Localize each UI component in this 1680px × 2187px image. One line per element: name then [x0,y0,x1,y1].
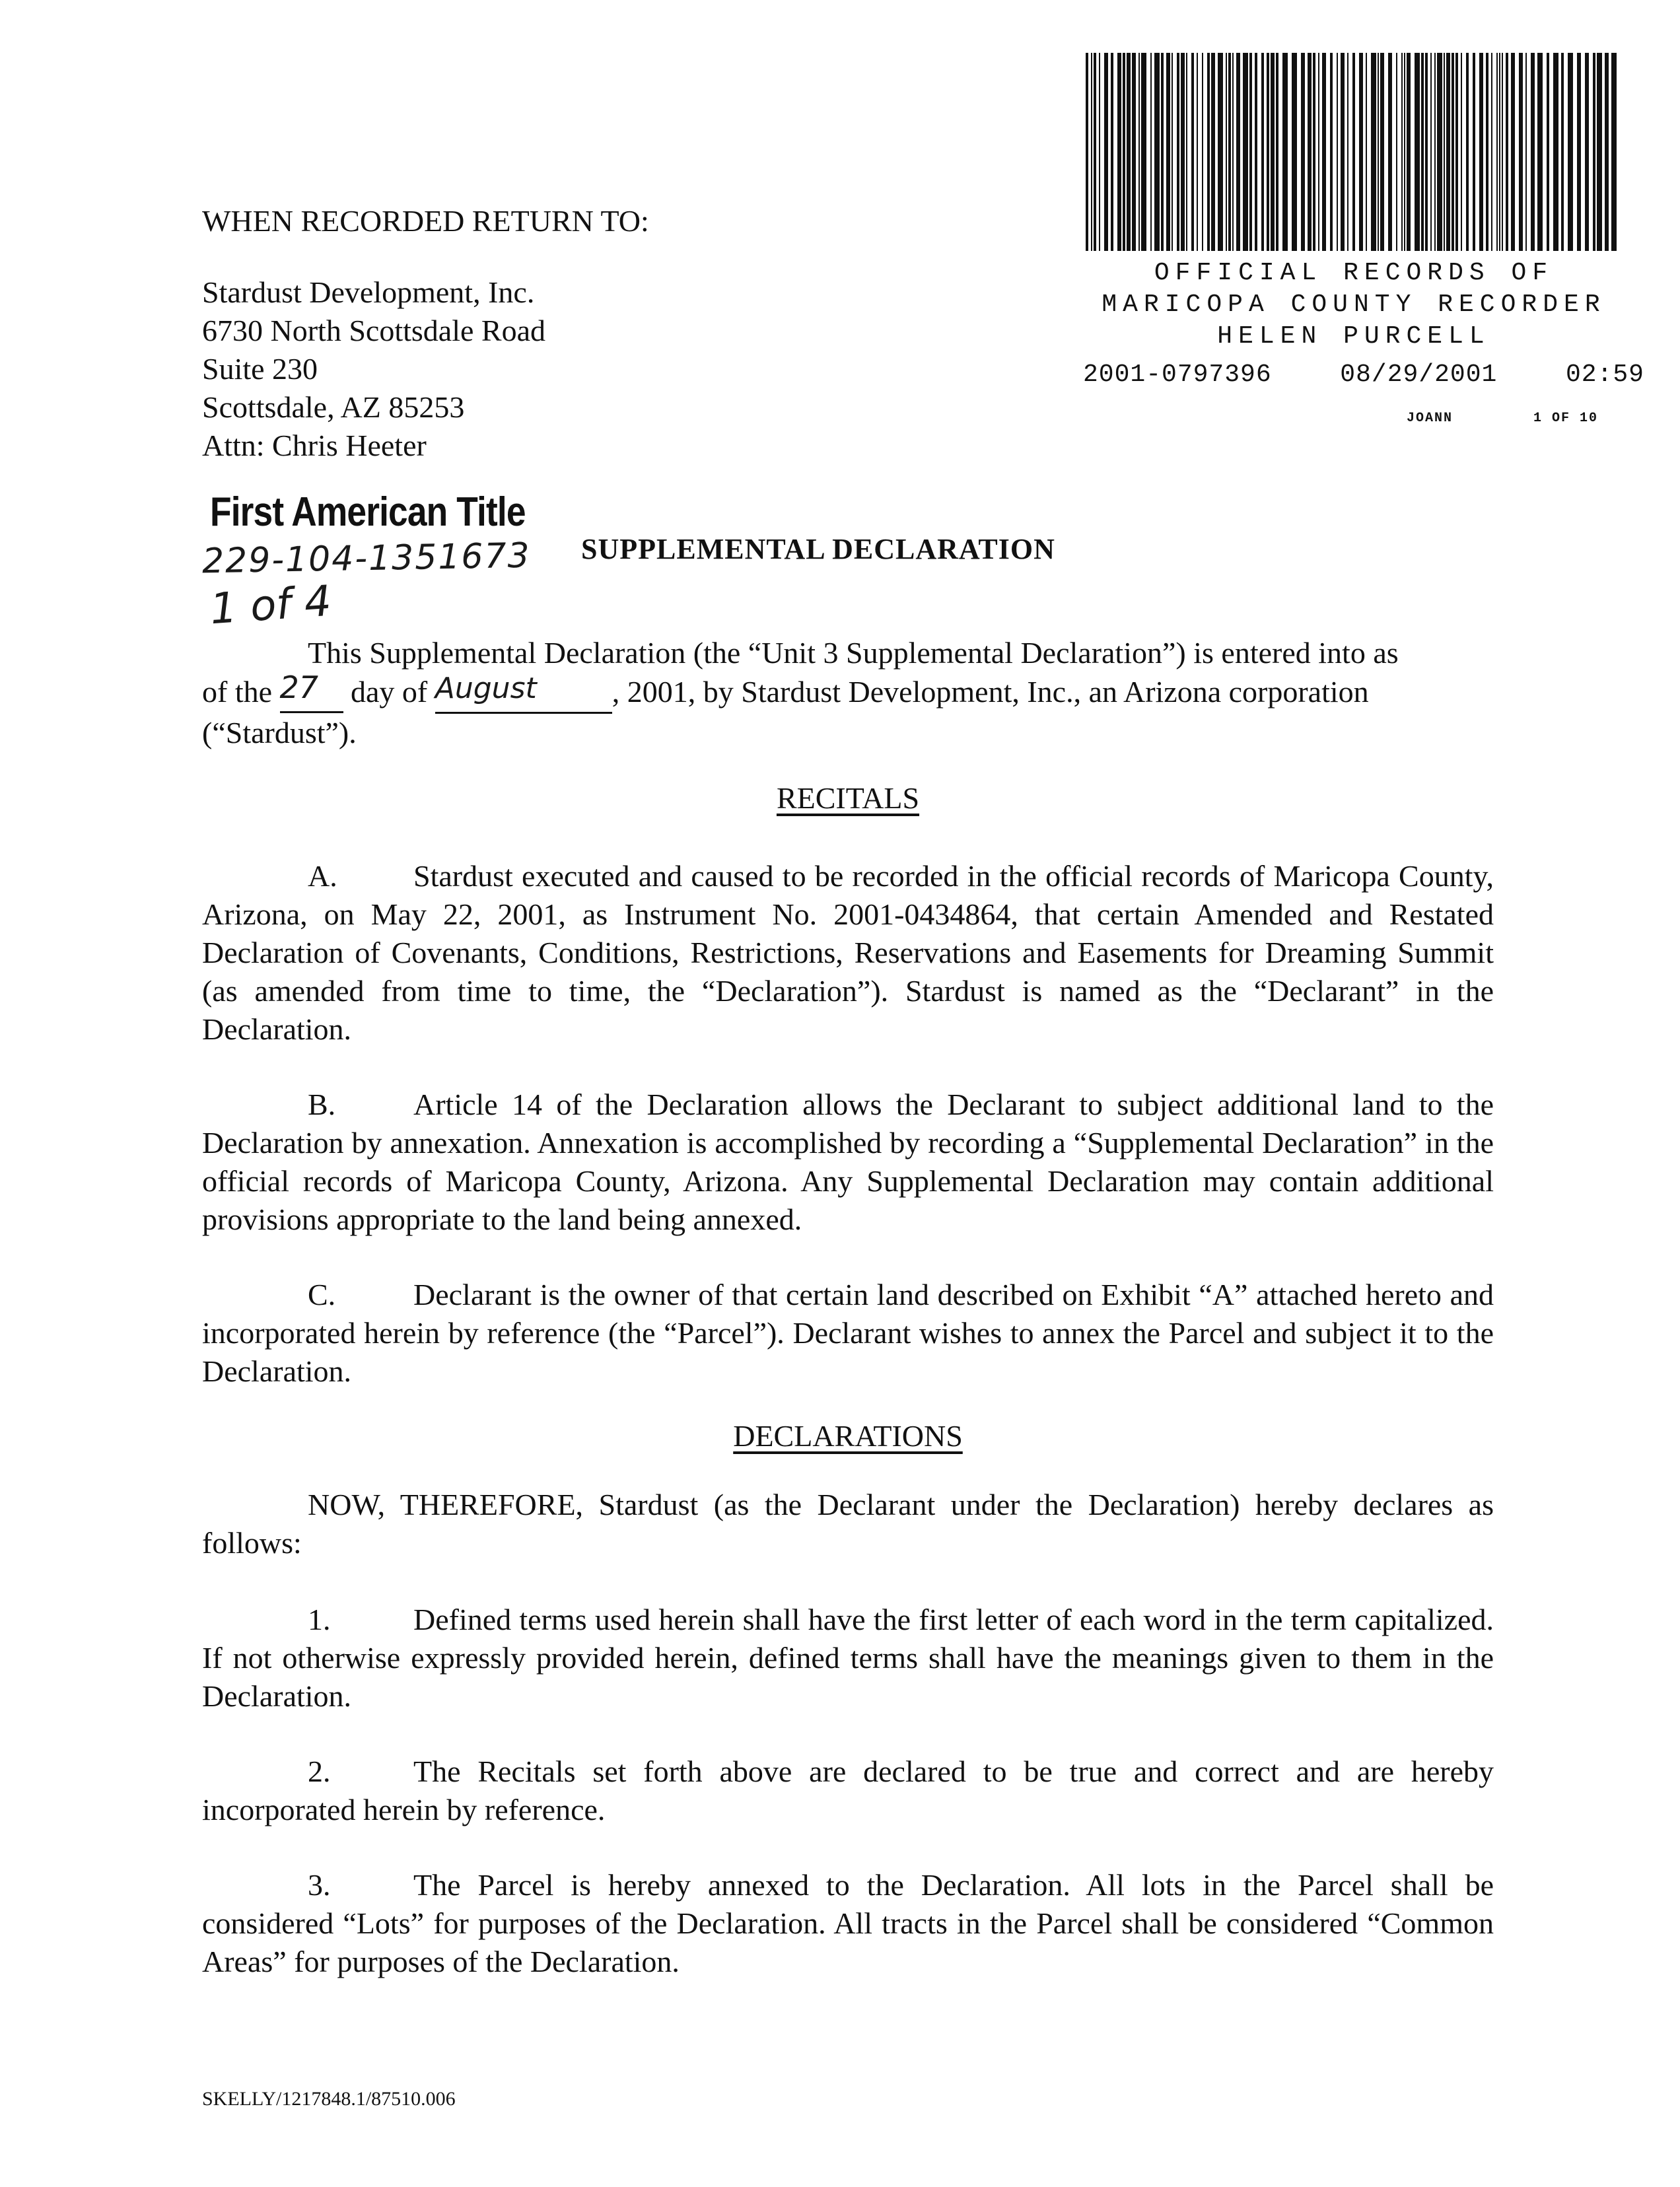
recording-time: 02:59 [1565,361,1644,389]
barcode-bar [1605,53,1609,251]
barcode-bar [1486,53,1488,251]
barcode-bar [1366,53,1367,251]
barcode-bar [1455,53,1458,251]
barcode-bar [1593,53,1595,251]
barcode-bar [1446,53,1450,251]
barcode-bar [1094,53,1096,251]
declaration-2 [202,1753,1494,1829]
barcode-bar [1211,53,1215,251]
barcode-bar [1452,53,1454,251]
declarations-intro [202,1486,1494,1562]
barcode-bar [1585,53,1589,251]
barcode-bar [1191,53,1194,251]
barcode-bar [1415,53,1420,251]
barcode-bar [1267,53,1269,251]
barcode-bar [1104,53,1108,251]
barcode-bar [1407,53,1411,251]
barcode-bar [1330,53,1333,251]
page-count: 1 OF 10 [1533,411,1599,426]
return-address [202,273,545,465]
recital-text: Article 14 of the Declaration allows the Declarant to subject additional land to the Declaration by annexation. Annexation is accomplished by recording a “Supplemental Declaration” in the official records of Maricopa County, Arizona. Any Supplemental Declaration may contain additional provisions appropriate to the land being annexed. [202,1088,1494,1236]
recorder-line-1: OFFICIAL RECORDS OF [1154,259,1554,287]
barcode-bar [1271,53,1275,251]
recital-label: A. [308,859,337,893]
intro-text: This Supplemental Declaration (the “Unit 3 Supplemental Declaration”) is entered into as [308,636,1399,670]
barcode-bar [1352,53,1355,251]
barcode-bar [1525,53,1527,251]
barcode-bar [1117,53,1121,251]
declaration-text: The Recitals set forth above are declared to be true and correct and are hereby incorporated herein by reference. [202,1754,1494,1826]
barcode-bar [1172,53,1173,251]
return-address-line: Stardust Development, Inc. [202,275,535,309]
barcode-bar [1597,53,1602,251]
intro-paragraph [202,634,1494,752]
barcode-bar [1301,53,1305,251]
barcode-bar [1531,53,1535,251]
barcode-bar [1499,53,1500,251]
recorder-block [1096,258,1611,353]
declarations-heading: DECLARATIONS [733,1419,963,1453]
barcode-bar [1154,53,1160,251]
return-address-line: Scottsdale, AZ 85253 [202,390,465,424]
recital-a [202,857,1494,1049]
recital-label: B. [308,1088,336,1121]
barcode-bar [1502,53,1503,251]
handwritten-page-note: 1 of 4 [208,576,333,635]
barcode-bar [1186,53,1187,251]
barcode-bar [1249,53,1252,251]
return-to-heading: WHEN RECORDED RETURN TO: [202,204,649,238]
barcode-bar [1434,53,1436,251]
barcode-bar [1111,53,1113,251]
barcode-bar [1437,53,1442,251]
intro-text: (“Stardust”). [202,716,357,749]
barcode-bar [1228,53,1231,251]
barcode-bar [1461,53,1462,251]
return-address-line: Attn: Chris Heeter [202,429,427,462]
barcode-bar [1243,53,1248,251]
barcode-bar [1506,53,1508,251]
barcode-bar [1378,53,1379,251]
barcode-bar [1553,53,1558,251]
intro-text: of the [202,675,273,709]
handwritten-day: 27 [279,670,319,705]
barcode-bar [1177,53,1179,251]
handwritten-month: August [435,672,537,705]
barcode-bar [1166,53,1170,251]
barcode-bar [1322,53,1326,251]
month-blank [435,673,612,714]
barcode-bar [1141,53,1146,251]
barcode-bar [1276,53,1278,251]
barcode-bar [1138,53,1140,251]
barcode-bar [1132,53,1136,251]
barcode-bar [1218,53,1223,251]
barcode-bar [1537,53,1543,251]
barcode-bar [1202,53,1203,251]
barcode-bar [1127,53,1131,251]
barcode-bar [1318,53,1319,251]
barcode-bar [1519,53,1523,251]
barcode-bar [1444,53,1445,251]
barcode-bar [1347,53,1348,251]
barcode-bar [1161,53,1164,251]
recorder-line-2: MARICOPA COUNTY RECORDER [1102,291,1606,319]
barcode-bar [1380,53,1384,251]
clerk-initials: JOANN [1407,411,1453,426]
declaration-3 [202,1866,1494,1981]
barcode-bar [1181,53,1185,251]
barcode-bar [1425,53,1428,251]
recital-text: Stardust executed and caused to be recorded in the official records of Maricopa County, Arizona, on May 22, 2001, as Instrument No. 2001-0434864, that certain Amended and Restated Declaration of Covenants, Conditions, Restrictions, Reservations and Easements for Dreaming Summit (as amended from time to time, the “Declaration”). Stardust is named as the “Declarant” in the Declaration. [202,859,1494,1046]
recital-b [202,1086,1494,1239]
barcode-bar [1479,53,1483,251]
barcode-bar [1197,53,1198,251]
declaration-label: 3. [308,1868,331,1902]
return-address-line: 6730 North Scottsdale Road [202,314,545,347]
barcode-bar [1232,53,1234,251]
barcode-bar [1236,53,1240,251]
barcode-bar [1396,53,1397,251]
footer-doc-ref: SKELLY/1217848.1/87510.006 [202,2088,456,2110]
barcode-bar [1466,53,1469,251]
barcode-bar [1255,53,1257,251]
barcode-bar [1577,53,1581,251]
document-title: SUPPLEMENTAL DECLARATION [581,533,1055,565]
declaration-label: 1. [308,1603,331,1636]
barcode-bar [1091,53,1092,251]
barcode-bar [1496,53,1498,251]
barcode-bar [1547,53,1549,251]
barcode-bar [1473,53,1475,251]
declaration-label: 2. [308,1754,331,1788]
barcode-bar [1421,53,1424,251]
declaration-text: The Parcel is hereby annexed to the Declaration. All lots in the Parcel shall be considered “Lots” for purposes of the Declaration. All tracts in the Parcel shall be considered “Common Areas” for purposes of the Declaration. [202,1868,1494,1978]
recorder-line-3: HELEN PURCELL [1217,322,1490,351]
barcode-bar [1308,53,1312,251]
barcode-bar [1611,53,1617,251]
barcode-bar [1292,53,1297,251]
barcode-bar [1341,53,1345,251]
intro-text: day of [351,675,428,709]
title-company-stamp: First American Title [210,489,526,535]
instrument-number: 2001-0797396 [1083,361,1272,389]
barcode-bar [1207,53,1210,251]
recording-info [1083,361,1644,389]
barcode-bar [1388,53,1392,251]
barcode-bar [1371,53,1376,251]
declaration-1 [202,1601,1494,1716]
barcode [1083,53,1625,251]
barcode-bar [1359,53,1363,251]
barcode-bar [1150,53,1152,251]
barcode-bar [1337,53,1338,251]
recital-label: C. [308,1278,336,1311]
barcode-bar [1491,53,1492,251]
barcode-bar [1568,53,1573,251]
barcode-bar [1430,53,1432,251]
declarations-intro-text: NOW, THEREFORE, Stardust (as the Declarant under the Declaration) hereby declares as follows: [202,1488,1494,1560]
recording-date: 08/29/2001 [1340,361,1498,389]
recitals-heading: RECITALS [776,781,920,815]
barcode-bar [1123,53,1125,251]
barcode-bar [1401,53,1403,251]
barcode-bar [1099,53,1100,251]
intro-text: , 2001, by Stardust Development, Inc., an Arizona corporation [612,675,1369,709]
recital-text: Declarant is the owner of that certain land described on Exhibit “A” attached hereto and incorporated herein by reference (the “Parcel”). Declarant wishes to annex the Parcel and subject it to the Declaration. [202,1278,1494,1388]
return-address-line: Suite 230 [202,352,318,386]
recital-c [202,1276,1494,1391]
day-blank [280,672,343,713]
barcode-bar [1511,53,1515,251]
barcode-bar [1561,53,1564,251]
declaration-text: Defined terms used herein shall have the first letter of each word in the term capitalized. If not otherwise expressly provided herein, defined terms shall have the meanings given to them in the Declaration. [202,1603,1494,1713]
barcode-bar [1313,53,1315,251]
barcode-bar [1404,53,1405,251]
barcode-bar [1261,53,1264,251]
handwritten-file-number: 229-104-1351673 [201,536,532,582]
barcode-bar [1086,53,1088,251]
barcode-bar [1282,53,1288,251]
barcode-bar [1226,53,1227,251]
